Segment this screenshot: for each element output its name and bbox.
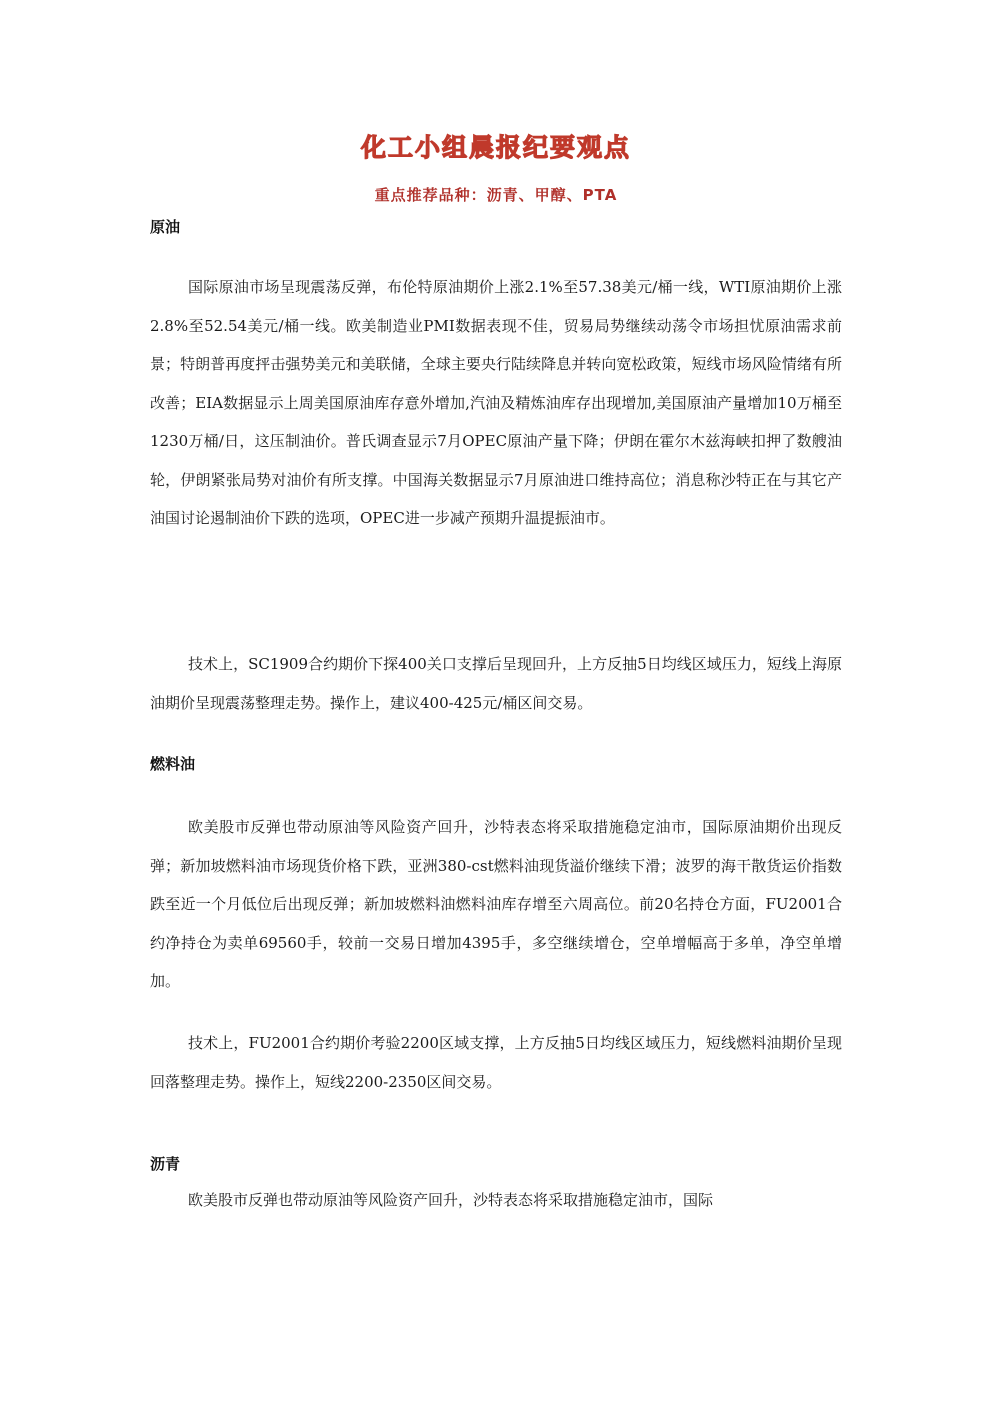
section-heading-fuel-oil: 燃料油 bbox=[150, 755, 196, 773]
section-paragraph: 欧美股市反弹也带动原油等风险资产回升，沙特表态将采取措施稳定油市，国际 bbox=[188, 1191, 714, 1209]
section-paragraph: 技术上，SC1909合约期价下探400关口支撑后呈现回升，上方反抽5日均线区域压力，短线上海原油期价呈现震荡整理走势。操作上，建议400-425元/桶区间交易。 bbox=[150, 655, 842, 712]
section-paragraph: 国际原油市场呈现震荡反弹，布伦特原油期价上涨2.1%至57.38美元/桶一线，WTI原油期价上涨2.8%至52.54美元/桶一线。欧美制造业PMI数据表现不佳，贸易局势继续动荡令市场担忧原油需求前景；特朗普再度抨击强势美元和美联储，全球主要央行陆续降息并转向宽松政策，短线市场风险情绪有所改善；EIA数据显示上周美国原油库存意外增加,汽油及精炼油库存出现增加,美国原油产量增加10万桶至1230万桶/日，这压制油价。普氏调查显示7月OPEC原油产量下降；伊朗在霍尔木兹海峡扣押了数艘油轮，伊朗紧张局势对油价有所支撑。中国海关数据显示7月原油进口维持高位；消息称沙特正在与其它产油国讨论遏制油价下跌的选项，OPEC进一步减产预期升温提振油市。 bbox=[150, 278, 842, 527]
section-heading-crude-oil: 原油 bbox=[150, 218, 181, 236]
document-subtitle: 重点推荐品种：沥青、甲醇、PTA bbox=[374, 186, 618, 204]
document-title: 化工小组晨报纪要观点 bbox=[360, 133, 631, 162]
section-paragraph: 欧美股市反弹也带动原油等风险资产回升，沙特表态将采取措施稳定油市，国际原油期价出现反弹；新加坡燃料油市场现货价格下跌，亚洲380-cst燃料油现货溢价继续下滑；波罗的海干散货运价指数跌至近一个月低位后出现反弹；新加坡燃料油燃料油库存增至六周高位。前20名持仓方面，FU2001合约净持仓为卖单69560手，较前一交易日增加4395手，多空继续增仓，空单增幅高于多单，净空单增加。 bbox=[150, 818, 842, 990]
section-paragraph: 技术上，FU2001合约期价考验2200区域支撑，上方反抽5日均线区域压力，短线燃料油期价呈现回落整理走势。操作上，短线2200-2350区间交易。 bbox=[150, 1034, 842, 1091]
section-heading-asphalt: 沥青 bbox=[150, 1155, 181, 1173]
